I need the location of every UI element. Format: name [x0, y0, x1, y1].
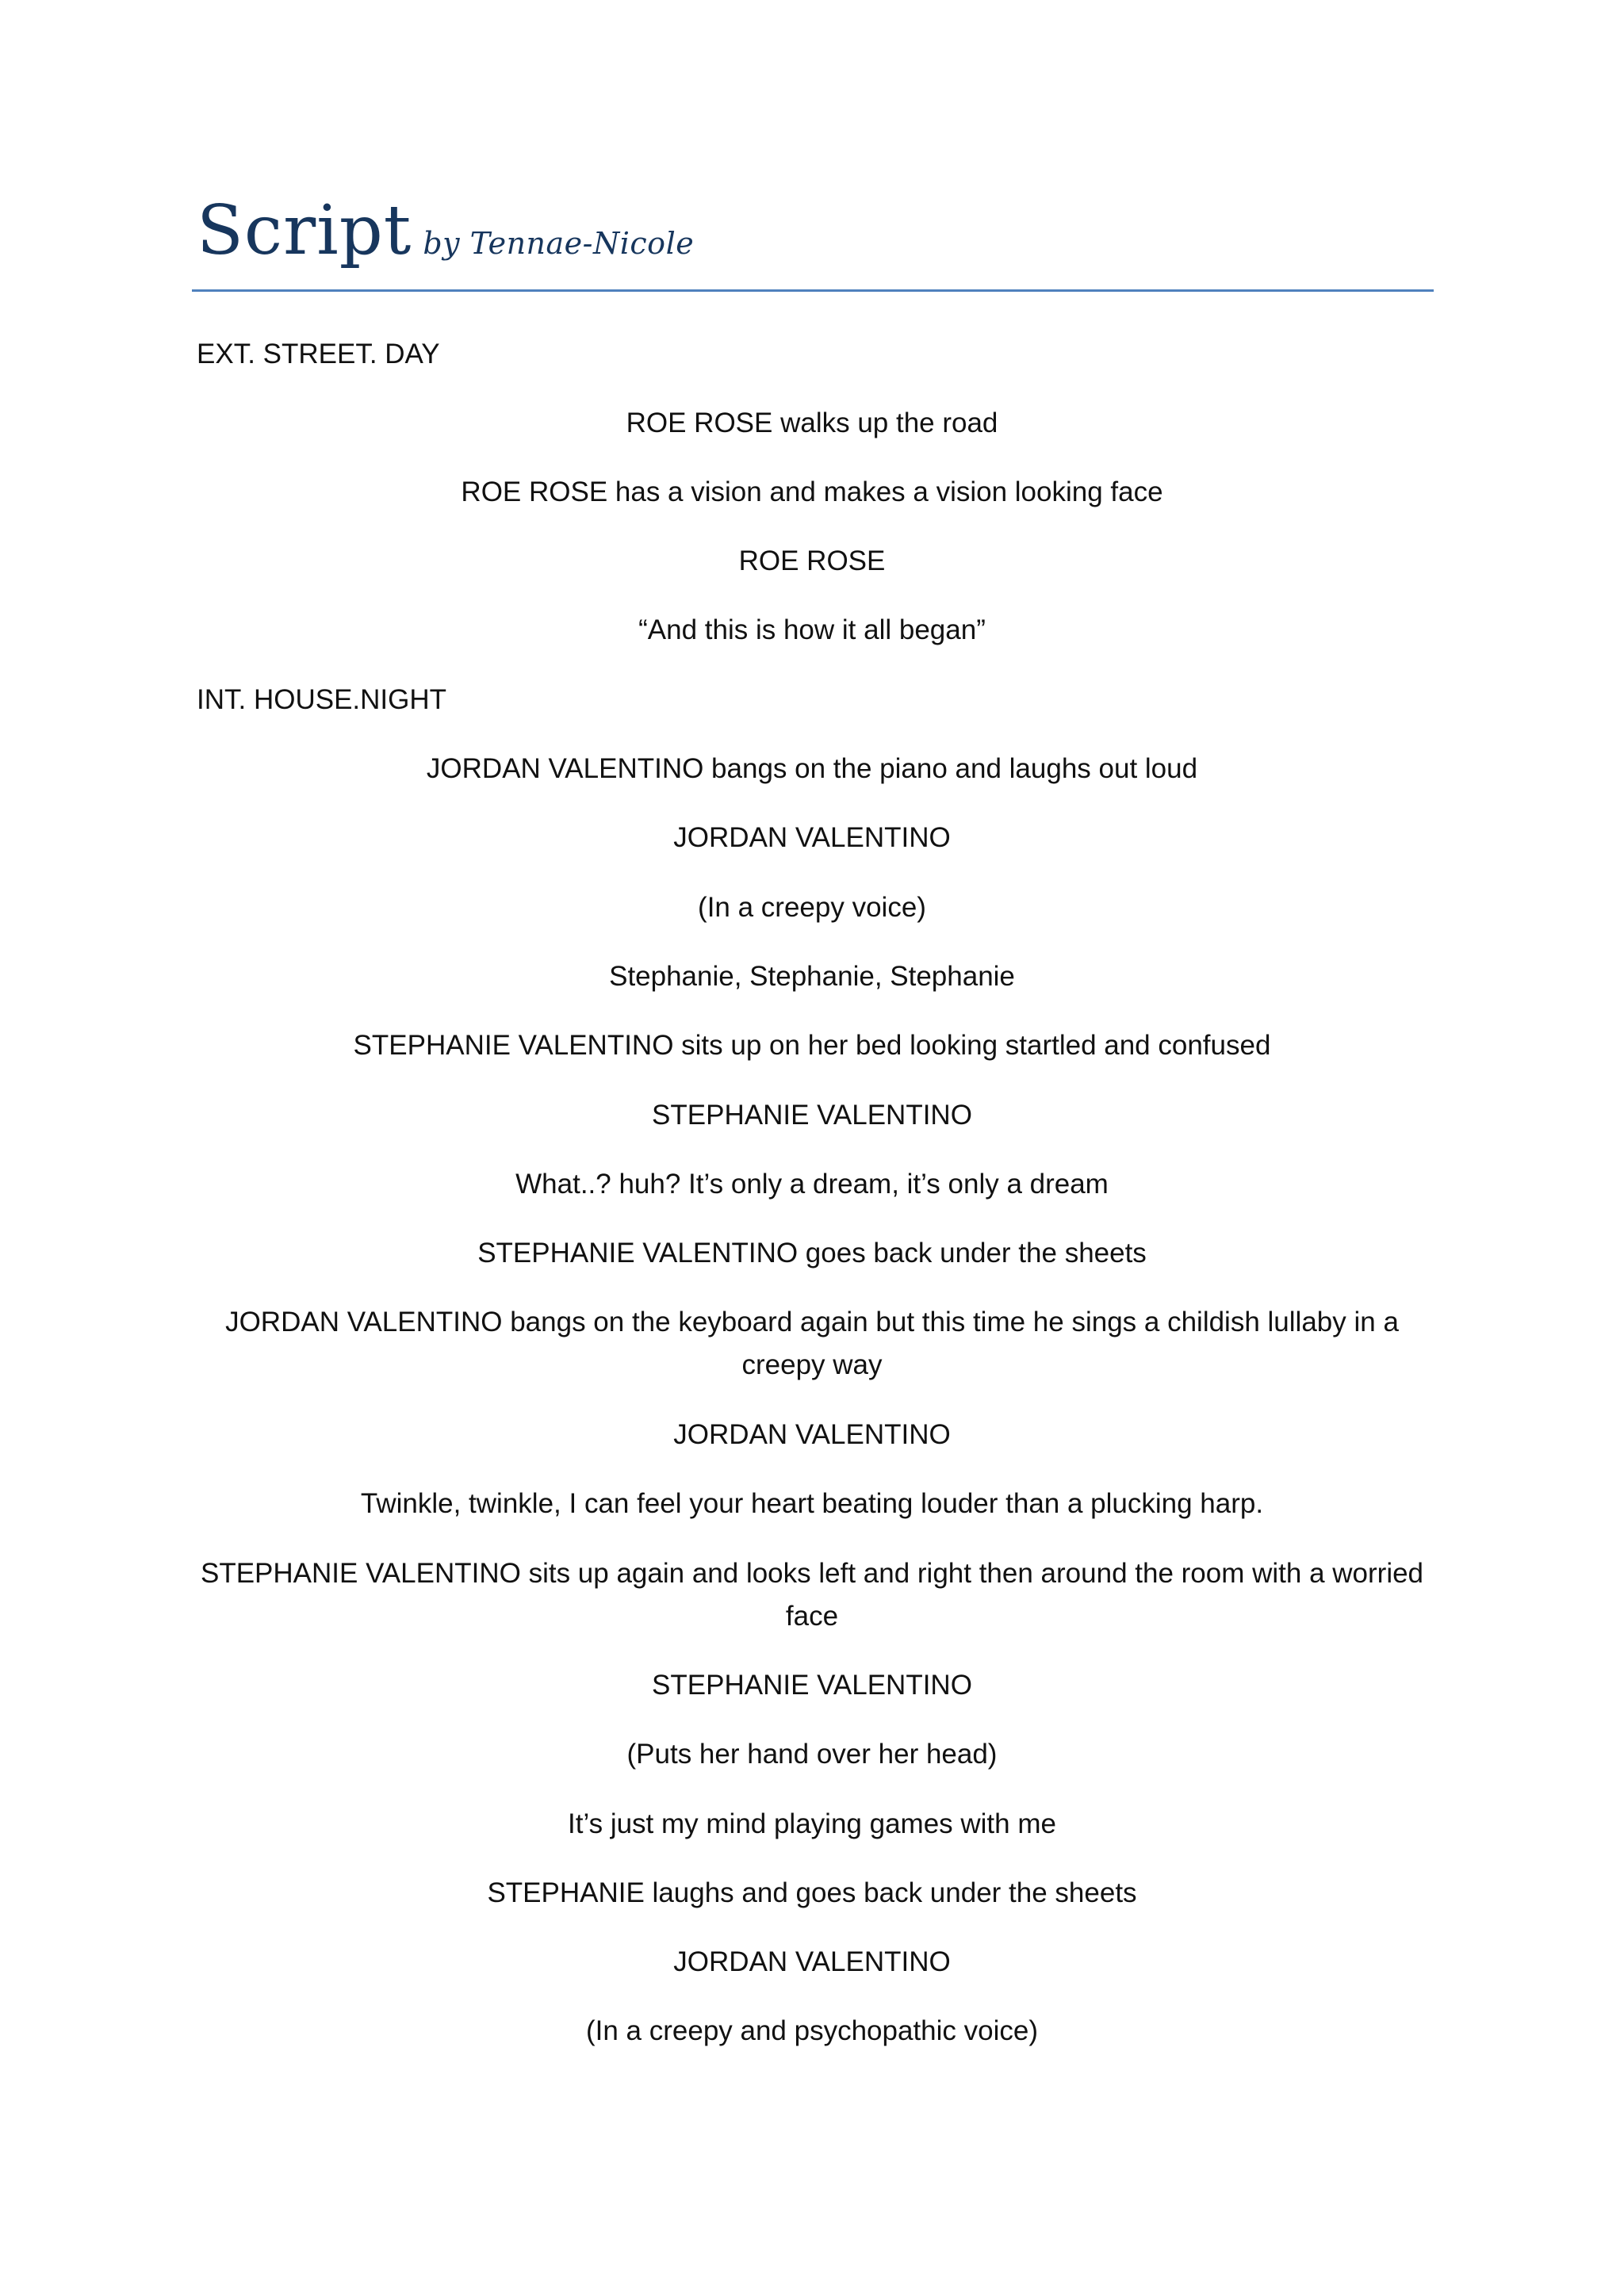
parenthetical: (In a creepy voice)	[698, 892, 926, 923]
parenthetical: (Puts her hand over her head)	[626, 1739, 998, 1770]
character-name: STEPHANIE VALENTINO	[652, 1670, 972, 1701]
title-underline	[192, 289, 1434, 292]
dialogue-line: What..? huh? It’s only a dream, it’s only a dream	[515, 1169, 1109, 1200]
character-name: JORDAN VALENTINO	[673, 1946, 951, 1977]
action-line: JORDAN VALENTINO bangs on the piano and laughs out loud	[426, 753, 1198, 784]
character-name: STEPHANIE VALENTINO	[652, 1100, 972, 1131]
dialogue-line: Twinkle, twinkle, I can feel your heart beating louder than a plucking harp.	[360, 1488, 1264, 1519]
dialogue-line: Stephanie, Stephanie, Stephanie	[609, 961, 1015, 992]
dialogue-line: It’s just my mind playing games with me	[568, 1808, 1056, 1839]
action-line: STEPHANIE laughs and goes back under the sheets	[487, 1877, 1137, 1908]
character-name: JORDAN VALENTINO	[673, 1419, 951, 1450]
character-name: JORDAN VALENTINO	[673, 822, 951, 853]
character-name: ROE ROSE	[738, 545, 886, 576]
action-line: JORDAN VALENTINO bangs on the keyboard again but this time he sings a childish lullaby in a creepy way	[225, 1307, 1399, 1380]
title-main: Script	[197, 191, 412, 270]
parenthetical: (In a creepy and psychopathic voice)	[585, 2015, 1039, 2046]
action-line: ROE ROSE has a vision and makes a vision looking face	[461, 476, 1163, 507]
action-line: ROE ROSE walks up the road	[626, 408, 998, 438]
action-line: STEPHANIE VALENTINO sits up on her bed looking startled and confused	[353, 1030, 1271, 1061]
scene-heading: INT. HOUSE.NIGHT	[197, 684, 447, 715]
action-line: STEPHANIE VALENTINO sits up again and looks left and right then around the room with a worried face	[200, 1558, 1424, 1632]
document-title	[197, 191, 1434, 270]
scene-heading: EXT. STREET. DAY	[197, 339, 440, 369]
title-byline: by Tennae-Nicole	[423, 226, 695, 261]
action-line: STEPHANIE VALENTINO goes back under the sheets	[477, 1238, 1147, 1269]
dialogue-line: “And this is how it all began”	[638, 614, 986, 645]
